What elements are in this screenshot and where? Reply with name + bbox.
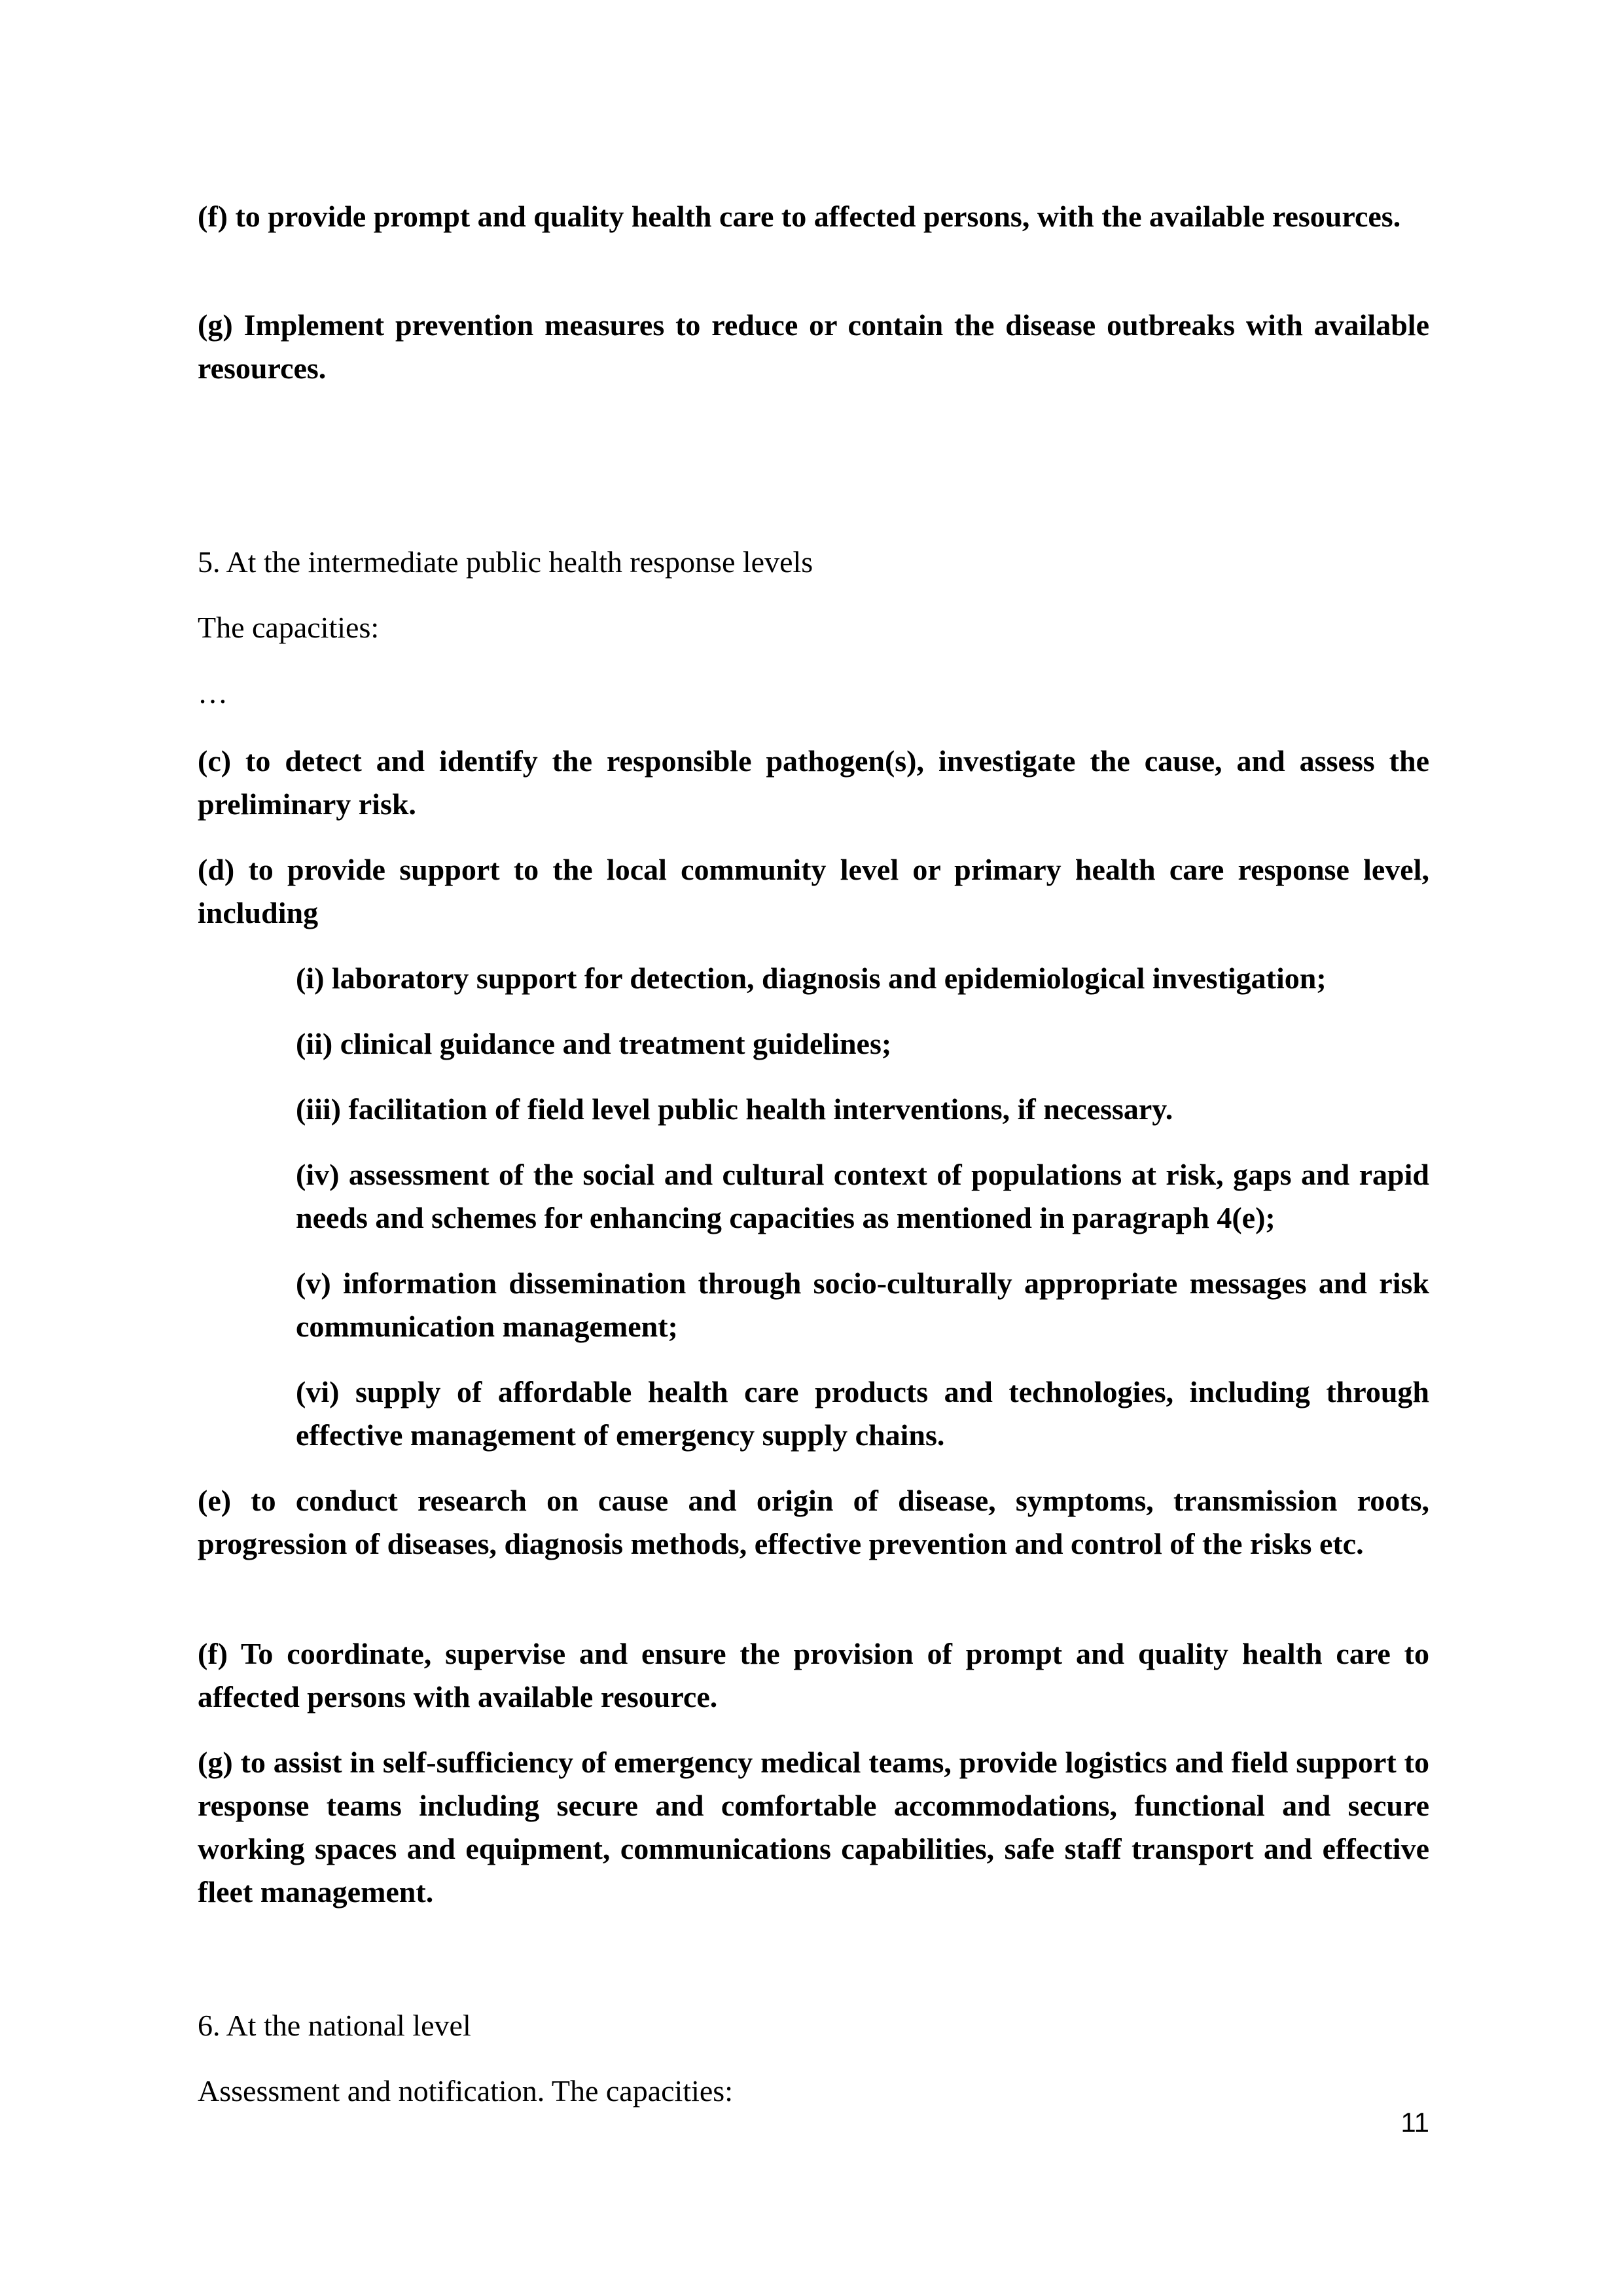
paragraph-e-intermediate: (e) to conduct research on cause and origin of disease, symptoms, transmission roots, progression of diseases, diagnosis methods, effective prevention and control of the risks etc.	[198, 1484, 1429, 1560]
subitem-iv: (iv) assessment of the social and cultural context of populations at risk, gaps and rapid needs and schemes for enhancing capacities as mentioned in paragraph 4(e);	[296, 1158, 1429, 1234]
paragraph-g-intermediate: (g) to assist in self-sufficiency of emergency medical teams, provide logistics and field support to response teams including secure and comfortable accommodations, functional and secure working spaces and equipment, communications capabilities, safe staff transport and effective fleet management.	[198, 1746, 1429, 1909]
section-heading-6: 6. At the national level	[198, 2009, 471, 2042]
ellipsis: …	[198, 676, 228, 709]
subitem-vi: (vi) supply of affordable health care products and technologies, including through effective management of emergency supply chains.	[296, 1375, 1429, 1452]
paragraph-g-local: (g) Implement prevention measures to reduce or contain the disease outbreaks with available resources.	[198, 308, 1429, 385]
paragraph-f-local: (f) to provide prompt and quality health care to affected persons, with the available resources.	[198, 200, 1401, 233]
paragraph-d-intermediate: (d) to provide support to the local community level or primary health care response level, including	[198, 853, 1429, 929]
capacities-intro-5: The capacities:	[198, 611, 380, 644]
paragraph-f-intermediate: (f) To coordinate, supervise and ensure the provision of prompt and quality health care to affected persons with available resource.	[198, 1637, 1429, 1713]
section-heading-5: 5. At the intermediate public health response levels	[198, 545, 813, 579]
subitem-iii: (iii) facilitation of field level public health interventions, if necessary.	[296, 1092, 1173, 1126]
paragraph-c-intermediate: (c) to detect and identify the responsible pathogen(s), investigate the cause, and assess the preliminary risk.	[198, 744, 1429, 821]
subitem-i: (i) laboratory support for detection, diagnosis and epidemiological investigation;	[296, 961, 1327, 995]
subitem-v: (v) information dissemination through socio-culturally appropriate messages and risk communication management;	[296, 1266, 1429, 1343]
page-number: 11	[1400, 2107, 1429, 2138]
subitem-ii: (ii) clinical guidance and treatment guidelines;	[296, 1027, 892, 1060]
capacities-intro-6: Assessment and notification. The capacities:	[198, 2074, 733, 2108]
